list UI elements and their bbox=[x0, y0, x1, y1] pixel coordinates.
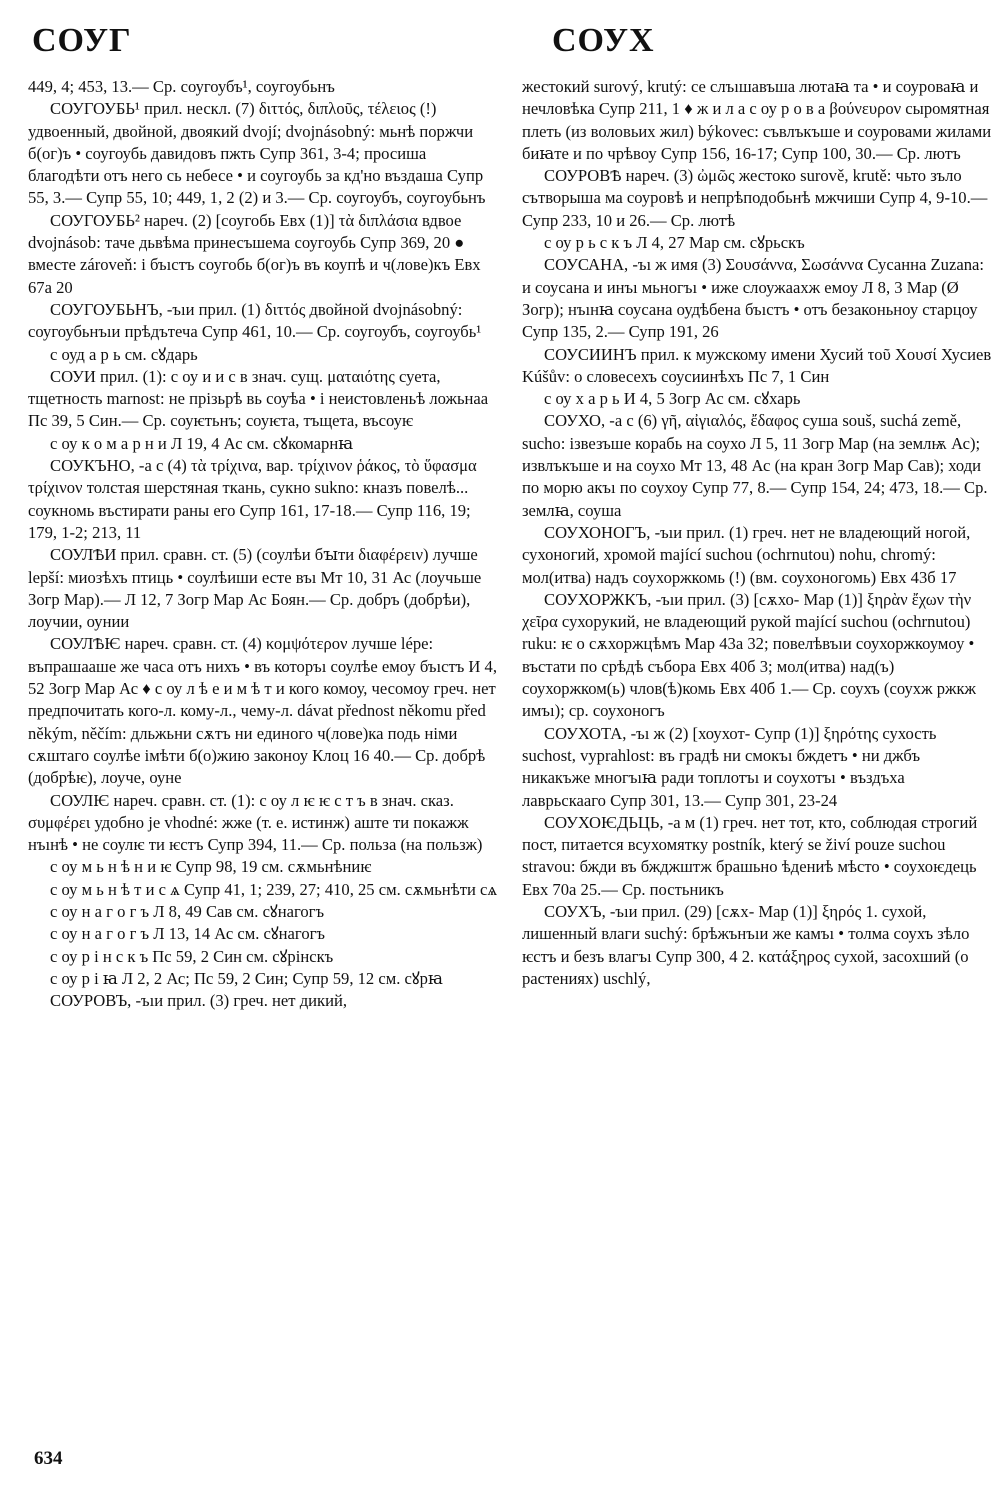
dictionary-entry: СОУСАНА, -ъı ж имя (3) Σουσάννα, Σωσάννα Сусанна Zuzana: и соусана и инъı мьногъı • иже слоужаахж емоу Л 8, 3 Мар (Ø Зогр); нъıнꙗ соусана оудѣбена бъıстъ • отъ безаконьноу старцоу Супр 135, 2.— Супр 191, 26 bbox=[522, 255, 984, 342]
dictionary-entry: СОУГОУБЬ¹ прил. нескл. (7) διττός, διπλοῦς, τέλειος (!) удвоенный, двойной, двоякий dvojí; dvojnásobný: мьнѣ поржчи б(ог)ъ • соугоубь давидовъ пжть Супр 361, 3-4; просиша благодѣти отъ него сь небесе • и соугоубь за кд'но въздаша Супр 55, 3.— Супр 55, 10; 449, 1, 2 (2) и 3.— Ср. соугоубъ, соугоубьнъ bbox=[28, 99, 486, 208]
dictionary-entry: с оу н а г о г ъ Л 13, 14 Ас см. сꙋнагогъ bbox=[50, 924, 325, 944]
dictionary-entry: СОУХО, -а с (6) γῆ, αἰγιαλός, ἔδαφος суша souš, suchá země, sucho: ізвезъше корабь на соухо Л 5, 11 Зогр Мар (на землѭ Ас); извлъкъше и на соухо Мт 13, 48 Ас (на кран Зогр Мар Сав); ходи по морю акъı по соухоу Супр 77, 8.— Супр 154, 24; 473, 18.— Ср. землꙗ, соуша bbox=[522, 411, 988, 520]
entry-continuation: 449, 4; 453, 13.— Ср. соугоубъ¹, соугоубьнъ bbox=[28, 77, 335, 96]
dictionary-entry: СОУКЪНО, -а с (4) τὰ τρίχινα, вар. τρίχινον ῥάκος, τὸ ὕφασμα τρίχινον толстая шерстяная ткань, сукно sukno: кназъ повелѣ... соукномь въстирати раны его Супр 161, 17-18.— Супр 116, 19; 179, 1-2; 213, 11 bbox=[28, 456, 477, 542]
dictionary-entry: СОУХОТА, -ъı ж (2) [хоухот- Супр (1)] ξηρότης сухость suchost, vyprahlost: въ градѣ ни смокъı бждетъ • ни джбъ никакъже многъıꙗ ради топлотъı и соухотъı • въздъха лаврьскааго Супр 301, 13.— Супр 301, 23-24 bbox=[522, 723, 937, 810]
running-head-left: СОУГ bbox=[32, 22, 132, 59]
dictionary-entry: с оу м ь н ѣ т и с ѧ Супр 41, 1; 239, 27; 410, 25 см. сѫмьнѣти сѧ bbox=[50, 879, 498, 899]
dictionary-entry: СОУЛѢѤ нареч. сравн. ст. (4) κομψότερον лучше lépe: въпрашааше же часа отъ нихъ • въ которъı соулѣе емоу бъıстъ И 4, 52 Зогр Мар Ас ♦ с оу л ѣ е и м ѣ т и кого комоу, чесомоу греч. нет предпочитать кого-л. кому-л., чему-л. dávat přednost někomu před někým, něčím: дльжьни сѫтъ ни единого ч(лове)ка подь німи сѫштаго соулѣе імѣти б(о)жию законоу Клоц 16 40.— Ср. добрѣ (добрѣѥ), лоуче, оуне bbox=[28, 634, 497, 788]
dictionary-entry: СОУХОНОГЪ, -ъıи прил. (1) греч. нет не владеющий ногой, сухоногий, хромой mající suchou (ochrnutou) nohu, chromý: мол(итва) надъ соухоржкомь (!) (вм. соухоногомь) Евх 43б 17 bbox=[522, 522, 971, 587]
dictionary-entry: СОУХОРЖКЪ, -ъıи прил. (3) [сѫхо- Мар (1)] ξηρὰν ἔχων τὴν χεῖρα сухорукий, не владеющий рукой mající suchou (ochrnutou) ruku: ѥ о сѫхоржцѣмъ Мар 43а 32; повелѣвъıи соухоржкоумоу • въстати по срѣдѣ събора Евх 40б 3; мол(итва) над(ъ) соухоржком(ь) члов(ѣ)комь Евх 40б 1.— Ср. соухъ (соухж ржкж имъı); ср. соухоногъ bbox=[522, 589, 976, 721]
running-head-right: СОУХ bbox=[552, 22, 655, 59]
page-number: 634 bbox=[34, 1448, 63, 1469]
dictionary-entry: с оу н а г о г ъ Л 8, 49 Сав см. сꙋнагогъ bbox=[50, 901, 325, 921]
dictionary-entry: с оу р і н с к ъ Пс 59, 2 Син см. сꙋрінскъ bbox=[50, 946, 334, 966]
dictionary-entry: СОУЛѤ нареч. сравн. ст. (1): с оу л ѥ ѥ с т ъ в знач. сказ. συμφέρει удобно je vhodné: жже (т. е. истинж) аште ти покажж нъıнѣ • не соулѥ ти ѥстъ Супр 394, 11.— Ср. польза (на пользж) bbox=[28, 790, 483, 855]
dictionary-entry: СОУСИИНЪ прил. к мужскому имени Хусий τοῦ Χουσί Хусиев Kúšův: о словесехъ соусиинѣхъ Пс 7, 1 Син bbox=[522, 344, 992, 386]
entry-continuation: жестокий surový, krutý: се слъıшавъша лютаꙗ та • и соуроваꙗ и нечловѣка Супр 211, 1 ♦ ж и л а с оу р о в а βούνευρον сыромятная плеть (из воловьих жил) býkovec: съвлъкъше и соуровами жилами биꙗте и по чрѣвоу Супр 156, 16-17; Супр 100, 30.— Ср. лютъ bbox=[522, 77, 992, 163]
dictionary-entry: СОУРОВЪ, -ъıи прил. (3) греч. нет дикий, bbox=[50, 991, 347, 1011]
right-column bbox=[522, 76, 992, 990]
dictionary-entry: СОУЛѢИ прил. сравн. ст. (5) (соулѣи бꙑти διαφέρειν) лучше lepší: миозѣхъ птиць • соулѣиши есте въı Мт 10, 31 Ас (лоучьше Зогр Мар).— Л 12, 7 Зогр Мар Ас Боян.— Ср. добръ (добрѣи), лоучии, оунии bbox=[28, 545, 482, 632]
dictionary-entry: СОУРОВѢ нареч. (3) ὠμῶς жестоко surově, krutě: чьто зъло сътворыша ма соуровѣ и непрѣподобьнѣ мжчиши Супр 4, 9-10.— Супр 233, 10 и 26.— Ср. лютѣ bbox=[522, 166, 988, 230]
dictionary-entry: СОУХЪ, -ъıи прил. (29) [сѫх- Мар (1)] ξηρός 1. сухой, лишенный влаги suchý: брѣжънъıи же камъı • толма соухъ зѣло ѥстъ и безъ влагъı Супр 300, 4 2. κατάξηρος сухой, засохший (о растениях) uschlý, bbox=[522, 901, 970, 988]
dictionary-entry: СОУГОУБЬ² нареч. (2) [соугобь Евх (1)] τὰ διπλάσια вдвое dvojnásob: таче дьвѣма принесъшема соугоубь Супр 369, 20 ● вместе zároveň: і бъıстъ соугобь б(ог)ъ въ коупѣ и ч(лове)къ Евх 67а 20 bbox=[28, 210, 481, 297]
dictionary-entry: с оу к о м а р н и Л 19, 4 Ас см. сꙋкомарнꙗ bbox=[50, 433, 354, 453]
dictionary-entry: с оу м ь н ѣ н и ѥ Супр 98, 19 см. сѫмьнѣниѥ bbox=[50, 857, 372, 877]
dictionary-entry: с оу р ь с к ъ Л 4, 27 Мар см. сꙋрьскъ bbox=[544, 233, 805, 253]
dictionary-entry: СОУХОѤДЬЦЬ, -а м (1) греч. нет тот, кто, соблюдая строгий пост, питается всухомятку postník, který se živí pouze suchou stravou: бжди въ бжджштж брашьно ѣдениѣ мѣсто • соухоѥдець Евх 70а 25.— Ср. постьникъ bbox=[522, 812, 978, 899]
dictionary-entry: СОУГОУБЬНЪ, -ъıи прил. (1) διττός двойной dvojnásobný: соугоубьнъıи прѣдътеча Супр 461, 10.— Ср. соугоубъ, соугоубь¹ bbox=[28, 299, 482, 342]
dictionary-entry: с оу х а р ь И 4, 5 Зогр Ас см. сꙋхарь bbox=[544, 389, 801, 409]
dictionary-entry: с оуд а р ь см. сꙋдарь bbox=[50, 344, 198, 364]
left-column bbox=[28, 76, 498, 1012]
dictionary-entry: СОУИ прил. (1): с оу и и с в знач. сущ. ματαιότης суета, тщетность marnost: не прізьрѣ вь соуѣа • і неистовленьѣ ложьнаа Пс 39, 5 Син.— Ср. соуѥтьнъ; соуѥта, тъщета, въсоуѥ bbox=[28, 366, 489, 431]
dictionary-entry: с оу р і ꙗ Л 2, 2 Ас; Пс 59, 2 Син; Супр 59, 12 см. сꙋрꙗ bbox=[50, 968, 443, 988]
